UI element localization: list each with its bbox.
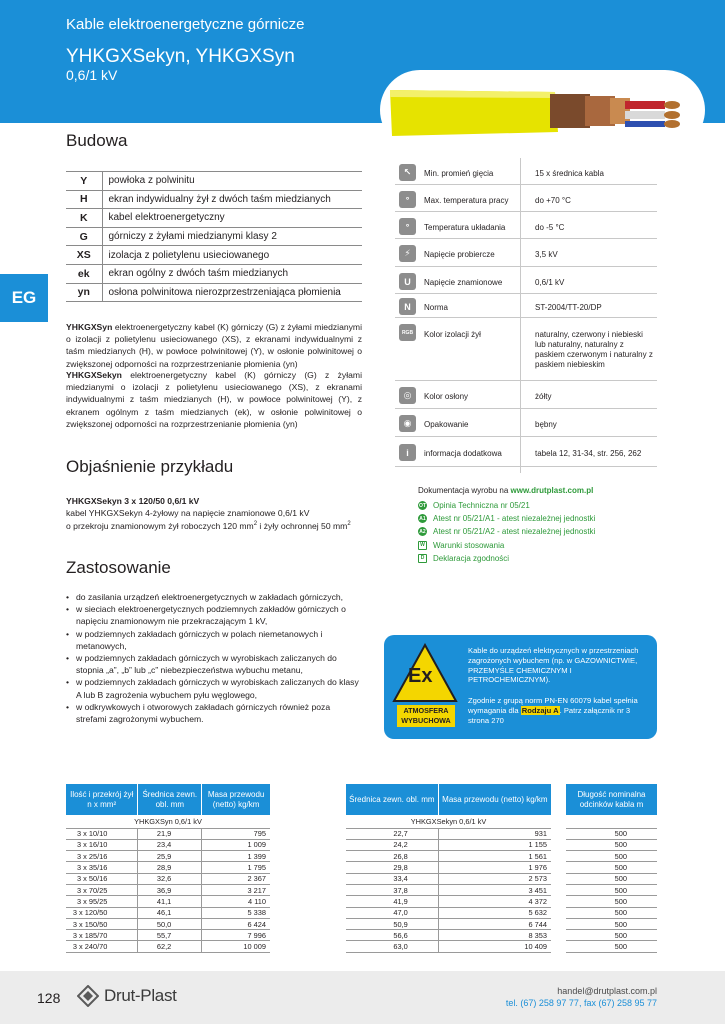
table-cell: 3 x 150/50 <box>66 918 138 929</box>
install-temp-icon: ° <box>399 218 416 235</box>
example-line-2b: i żyły ochronnej 50 mm <box>257 520 348 531</box>
table-cell: 500 <box>566 930 657 941</box>
contact-phone: tel. (67) 258 97 77, fax (67) 258 95 77 <box>505 998 657 1008</box>
atex-text-1: Kable do urządzeń elektrycznych w przestrzeniach zagrożonych wybuchem (np. w GAZOWNICTWIE, PRZEMYŚLE CHEMICZNYM I PETROCHEMICZNYM). <box>468 646 639 685</box>
table-row <box>346 930 551 941</box>
table-row <box>566 873 657 884</box>
use-item: • w podziemnych zakładach górniczych w wyrobiskach zaliczanych do stopnia „a”, „b” lub „c” niebezpieczeństwa wybuchu metanu, <box>66 652 362 676</box>
table-cell: 10 409 <box>438 941 551 952</box>
table-cell: 3 x 240/70 <box>66 941 138 952</box>
construction-code: Y <box>66 172 102 191</box>
table-row <box>346 851 551 862</box>
table-row <box>66 884 270 895</box>
product-voltage: 0,6/1 kV <box>66 67 118 83</box>
table-subheader: YHKGXSekyn 0,6/1 kV <box>346 815 551 828</box>
table-cell: 50,9 <box>346 918 438 929</box>
doc-label: Deklaracja zgodności <box>433 553 510 563</box>
section-tab-eg: EG <box>0 274 48 322</box>
spec-label: Opakowanie <box>424 420 469 429</box>
table-length <box>566 784 657 953</box>
table-cell: 7 996 <box>202 930 270 941</box>
doc-link-ot[interactable] <box>418 499 658 512</box>
table-header: Masa przewodu (netto) kg/km <box>438 784 551 815</box>
uses-heading: Zastosowanie <box>66 558 171 577</box>
spec-label: informacja dodatkowa <box>424 449 502 458</box>
doc-label: Warunki stosowania <box>433 540 505 550</box>
construction-desc: powłoka z polwinitu <box>102 172 362 191</box>
uses-list <box>66 591 362 725</box>
table-row <box>346 907 551 918</box>
construction-code: yn <box>66 283 102 302</box>
budowa-heading: Budowa <box>66 131 128 150</box>
doc-label: Atest nr 05/21/A2 - atest niezależnej jednostki <box>433 527 596 537</box>
spec-row <box>395 409 657 437</box>
example-sup: 2 <box>253 521 258 527</box>
table-cell: 1 976 <box>438 862 551 873</box>
table-cell: 2 573 <box>438 873 551 884</box>
construction-desc: ekran ogólny z dwóch taśm miedzianych <box>102 264 362 283</box>
spec-row <box>395 212 657 239</box>
atex-badge: ATMOSFERA WYBUCHOWA <box>397 705 455 727</box>
doc-a2-icon: A2 <box>419 528 426 535</box>
table-cell: 28,9 <box>138 862 202 873</box>
cable-image <box>380 70 705 150</box>
table-row <box>566 862 657 873</box>
table-row <box>566 851 657 862</box>
spec-row <box>395 239 657 267</box>
spec-panel <box>395 158 657 467</box>
table-cell: 3 217 <box>202 884 270 895</box>
company-logo <box>77 985 177 1007</box>
doc-d-icon: D <box>418 554 427 563</box>
table-cell: 3 x 95/25 <box>66 896 138 907</box>
table-row <box>346 873 551 884</box>
table-cell: 2 367 <box>202 873 270 884</box>
max-temp-icon: ° <box>399 191 416 208</box>
logo-text: Drut-Plast <box>104 986 177 1005</box>
doc-url-link[interactable]: www.drutplast.com.pl <box>510 486 594 495</box>
desc-sekyn-text: elektroenergetyczny kabel (K) górniczy (G) z żyłami miedzianymi o izolacji z polietylenu usieciowanego (XS), z ekranami indywidualnymi z taśm miedzianych (H), w powłoce polwinitowej (Y), z ekranem ogólnym z taśm miedzianych (ek), w osłonie polwinitowej o zwiększonej odporności na rozprzestrzenianie płomienia (yn) <box>66 370 362 429</box>
table-cell: 62,2 <box>138 941 202 952</box>
spec-value: do -5 °C <box>535 223 565 232</box>
table-cell: 50,0 <box>138 918 202 929</box>
table-cell: 41,1 <box>138 896 202 907</box>
table-cell: 26,8 <box>346 851 438 862</box>
table-header: Ilość i przekrój żył n x mm² <box>66 784 138 815</box>
table-row <box>346 896 551 907</box>
table-subheader-row <box>346 815 551 828</box>
spec-value: bębny <box>535 420 557 429</box>
product-title: YHKGXSekyn, YHKGXSyn <box>66 46 295 67</box>
doc-link-d[interactable] <box>418 552 658 565</box>
table-cell: 1 561 <box>438 851 551 862</box>
example-line-2 <box>66 519 362 532</box>
drutplast-logo-icon <box>77 985 99 1007</box>
table-cell: 500 <box>566 918 657 929</box>
spec-value: do +70 °C <box>535 196 571 205</box>
construction-row <box>66 283 362 302</box>
bend-radius-icon: ↖ <box>399 164 416 181</box>
table-cell: 37,8 <box>346 884 438 895</box>
table-cell: 500 <box>566 873 657 884</box>
page-number: 128 <box>37 990 61 1006</box>
table-cell: 3 x 25/16 <box>66 851 138 862</box>
info-icon: i <box>399 444 416 461</box>
use-item: • w podziemnych zakładach górniczych w wyrobiskach zaliczanych do klasy A lub B zagrożenia wybuchem pyłu węglowego, <box>66 676 362 700</box>
construction-code: XS <box>66 246 102 265</box>
table-cell: 3 x 10/10 <box>66 828 138 839</box>
table-row <box>566 941 657 952</box>
table-cell: 6 744 <box>438 918 551 929</box>
spec-value: 3,5 kV <box>535 250 558 259</box>
documentation-head <box>418 486 658 495</box>
table-cell: 3 x 16/10 <box>66 839 138 850</box>
table-cell: 22,7 <box>346 828 438 839</box>
contact-info <box>506 985 657 1009</box>
table-header: Średnica zewn. obl. mm <box>346 784 438 815</box>
table-cell: 5 632 <box>438 907 551 918</box>
spec-row <box>395 158 657 185</box>
test-voltage-icon: ⚡ <box>399 245 416 262</box>
table-cell: 5 338 <box>202 907 270 918</box>
table-cell: 1 399 <box>202 851 270 862</box>
atex-text-2b: . Patrz załącznik nr 3 strona 270 <box>468 705 631 725</box>
spec-label: Max. temperatura pracy <box>424 196 509 205</box>
table-cell: 500 <box>566 896 657 907</box>
table-row <box>566 896 657 907</box>
spec-row <box>395 381 657 409</box>
construction-desc: górniczy z żyłami miedzianymi klasy 2 <box>102 227 362 246</box>
table-sekyn <box>346 784 551 953</box>
table-cell: 500 <box>566 907 657 918</box>
example-heading: Objaśnienie przykładu <box>66 457 234 476</box>
table-cell: 3 x 70/25 <box>66 884 138 895</box>
table-row <box>346 884 551 895</box>
table-row <box>566 918 657 929</box>
doc-label: Opinia Techniczna nr 05/21 <box>433 501 530 511</box>
example-sup2: 2 <box>347 521 351 527</box>
table-cell: 41,9 <box>346 896 438 907</box>
table-row <box>66 873 270 884</box>
table-row <box>66 941 270 952</box>
construction-row <box>66 209 362 228</box>
table-cell: 500 <box>566 839 657 850</box>
table-cell: 3 x 185/70 <box>66 930 138 941</box>
table-row <box>346 862 551 873</box>
table-cell: 56,6 <box>346 930 438 941</box>
spec-value: ST-2004/TT-20/DP <box>535 303 602 312</box>
table-cell: 500 <box>566 941 657 952</box>
table-row <box>346 941 551 952</box>
doc-head-text: Dokumentacja wyrobu na <box>418 486 511 495</box>
table-cell: 4 372 <box>438 896 551 907</box>
table-cell: 25,9 <box>138 851 202 862</box>
example-line-2a: o przekroju znamionowym żył roboczych 120 mm <box>66 520 254 531</box>
table-row <box>346 828 551 839</box>
atex-text-2 <box>468 696 651 725</box>
table-cell: 1 009 <box>202 839 270 850</box>
table-cell: 500 <box>566 862 657 873</box>
table-subheader: YHKGXSyn 0,6/1 kV <box>66 815 270 828</box>
table-row <box>566 930 657 941</box>
norm-icon: N <box>399 298 416 315</box>
doc-link-wz[interactable] <box>418 539 658 552</box>
documentation-box <box>418 486 658 565</box>
construction-desc: izolacja z polietylenu usieciowanego <box>102 246 362 265</box>
spec-row <box>395 267 657 294</box>
construction-code: ek <box>66 264 102 283</box>
rated-voltage-icon: U <box>399 273 416 290</box>
table-cell: 33,4 <box>346 873 438 884</box>
table-row <box>66 930 270 941</box>
table-row <box>346 918 551 929</box>
table-header: Długość nominalna odcinków kabla m <box>566 784 657 815</box>
table-row <box>566 907 657 918</box>
construction-code: H <box>66 190 102 209</box>
doc-a1-icon: A1 <box>419 515 426 522</box>
use-item: • do zasilania urządzeń elektroenergetycznych w zakładach górniczych, <box>66 591 362 603</box>
construction-row <box>66 264 362 283</box>
atex-box <box>384 635 657 739</box>
table-cell: 10 009 <box>202 941 270 952</box>
category-title: Kable elektroenergetyczne górnicze <box>66 16 305 33</box>
sheath-color-icon: ◎ <box>399 387 416 404</box>
table-cell: 795 <box>202 828 270 839</box>
table-subheader-row <box>66 815 270 828</box>
construction-row <box>66 172 362 191</box>
table-header: Średnica zewn. obl. mm <box>138 784 202 815</box>
use-item: • w podziemnych zakładach górniczych w polach niemetanowych i metanowych, <box>66 628 362 652</box>
core-color-icon: RGB <box>399 324 416 341</box>
table-cell: 1 155 <box>438 839 551 850</box>
example-title: YHKGXSekyn 3 x 120/50 0,6/1 kV <box>66 496 200 506</box>
spec-value: żółty <box>535 392 552 401</box>
desc-syn-name: YHKGXSyn <box>66 322 113 332</box>
spec-label: Napięcie znamionowe <box>424 278 503 287</box>
table-cell: 24,2 <box>346 839 438 850</box>
spec-row <box>395 294 657 318</box>
construction-desc: kabel elektroenergetyczny <box>102 209 362 228</box>
spec-value: naturalny, czerwony i niebieski lub naturalny, naturalny z paskiem czerwonym i naturalny z paskiem niebieskim <box>535 330 653 369</box>
table-cell: 23,4 <box>138 839 202 850</box>
spec-value: tabela 12, 31-34, str. 256, 262 <box>535 449 642 458</box>
spec-value: 0,6/1 kV <box>535 278 565 287</box>
table-cell: 32,6 <box>138 873 202 884</box>
table-row <box>66 828 270 839</box>
construction-row <box>66 190 362 209</box>
construction-row <box>66 246 362 265</box>
table-cell: 3 451 <box>438 884 551 895</box>
table-cell: 21,9 <box>138 828 202 839</box>
table-row <box>66 918 270 929</box>
construction-desc: ekran indywidualny żył z dwóch taśm miedzianych <box>102 190 362 209</box>
table-cell: 3 x 120/50 <box>66 907 138 918</box>
spec-value: 15 x średnica kabla <box>535 169 604 178</box>
table-cell: 6 424 <box>202 918 270 929</box>
doc-label: Atest nr 05/21/A1 - atest niezależnej jednostki <box>433 514 596 524</box>
description-syn <box>66 321 362 370</box>
table-cell: 931 <box>438 828 551 839</box>
table-syn <box>66 784 270 953</box>
table-cell: 63,0 <box>346 941 438 952</box>
spec-label: Temperatura układania <box>424 223 506 232</box>
contact-email[interactable]: handel@drutplast.com.pl <box>557 986 657 996</box>
table-row <box>346 839 551 850</box>
ex-label: Ex <box>408 665 433 687</box>
doc-link-a1[interactable] <box>418 512 658 525</box>
atex-text-2a: Zgodnie z grupą norm PN-EN 60079 kabel spełnia wymagania dla <box>468 696 638 715</box>
table-row <box>66 839 270 850</box>
atex-type-highlight: Rodzaju A <box>521 705 559 715</box>
table-cell: 3 x 50/16 <box>66 873 138 884</box>
table-row <box>566 828 657 839</box>
table-row <box>566 839 657 850</box>
table-row <box>66 896 270 907</box>
construction-code: G <box>66 227 102 246</box>
table-cell: 500 <box>566 884 657 895</box>
table-cell: 29,8 <box>346 862 438 873</box>
table-row <box>66 851 270 862</box>
spec-label: Kolor osłony <box>424 392 469 401</box>
table-spacer-row <box>566 815 657 828</box>
doc-link-a2[interactable] <box>418 525 658 538</box>
use-item: • w sieciach elektroenergetycznych podziemnych zakładów górniczych o napięciu znamionowym nie przekraczającym 1 kV, <box>66 603 362 627</box>
example-block <box>66 496 362 532</box>
table-cell: 1 795 <box>202 862 270 873</box>
table-cell: 500 <box>566 828 657 839</box>
table-cell: 3 x 35/16 <box>66 862 138 873</box>
table-spacer <box>566 815 657 828</box>
use-item: • w odkrywkowych i otworowych zakładach górniczych również poza strefami zagrożonymi wybuchem. <box>66 701 362 725</box>
table-cell: 47,0 <box>346 907 438 918</box>
spec-row <box>395 318 657 381</box>
spec-row <box>395 437 657 467</box>
example-line-1: kabel YHKGXSekyn 4-żyłowy na napięcie znamionowe 0,6/1 kV <box>66 507 310 518</box>
spec-row <box>395 185 657 212</box>
table-row <box>66 907 270 918</box>
table-cell: 8 353 <box>438 930 551 941</box>
spec-label: Min. promień gięcia <box>424 169 494 178</box>
table-cell: 500 <box>566 851 657 862</box>
construction-desc: osłona polwinitowa nierozprzestrzeniająca płomienia <box>102 283 362 302</box>
spec-label: Napięcie probiercze <box>424 250 495 259</box>
construction-row <box>66 227 362 246</box>
table-cell: 4 110 <box>202 896 270 907</box>
desc-syn-text: elektroenergetyczny kabel (K) górniczy (G) z żyłami miedzianymi o izolacji z polietylenu usieciowanego (XS), z ekranami indywidualnymi z taśm miedzianych (H), w powłoce polwinitowej (Y), w osłonie polwinitowej o zwiększonej odporności na rozprzestrzenianie płomienia (yn) <box>66 322 362 369</box>
description-sekyn <box>66 369 362 430</box>
table-cell: 36,9 <box>138 884 202 895</box>
table-row <box>566 884 657 895</box>
table-header: Masa przewodu (netto) kg/km <box>202 784 270 815</box>
table-cell: 46,1 <box>138 907 202 918</box>
desc-sekyn-name: YHKGXSekyn <box>66 370 122 380</box>
construction-table <box>66 171 362 302</box>
construction-code: K <box>66 209 102 228</box>
packaging-icon: ◉ <box>399 415 416 432</box>
table-row <box>66 862 270 873</box>
spec-label: Kolor izolacji żył <box>424 330 481 339</box>
spec-label: Norma <box>424 303 449 312</box>
doc-ot-icon: OT <box>419 502 426 509</box>
doc-wz-icon: W <box>418 541 427 550</box>
table-cell: 55,7 <box>138 930 202 941</box>
